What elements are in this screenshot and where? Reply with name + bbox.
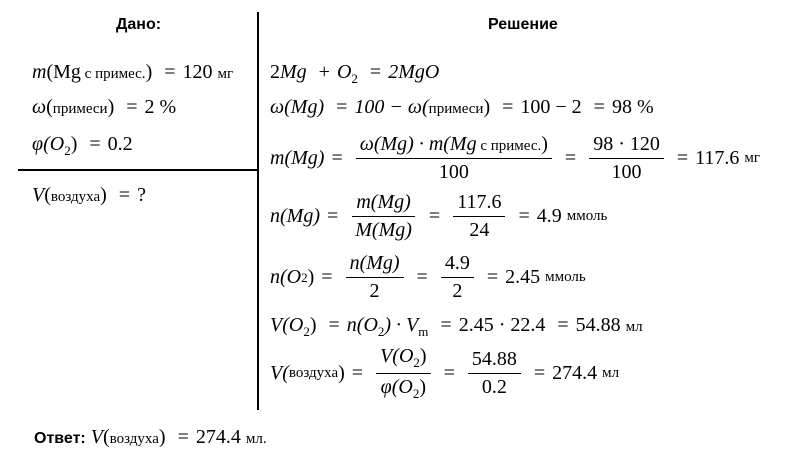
given-impurity: ω(примеси) = 2 % [32,96,177,118]
mass-mg-equation: m(Mg) = $\frac{\text{ω(Mg) · m(Mg с примес.)}}{100}$ = $\frac{98 \cdot 120}{100}$ = 117.6 мг [270,133,761,183]
mass-mg-fraction-2: $\frac{98 \cdot 120}{100}$ [589,134,664,183]
moles-mg-fraction-1: $\frac{m(Mg)}{M(Mg)}$ [351,192,416,241]
moles-o2-fraction-2: $\frac{4.9}{2}$ [441,253,474,302]
moles-mg-equation: n(Mg) = $\frac{m(Mg)}{M(Mg)}$ = $\frac{117.6}{24}$ = 4.9 ммоль [270,191,608,241]
moles-o2-equation: n(O 2 ) = $\frac{n(Mg)}{2}$ = $\frac{4.9}{2}$ = 2.45 ммоль [270,252,586,302]
mass-mg-fraction-1: $\frac{\text{ω(Mg) · m(Mg с примес.)}}{100}$ [356,134,552,183]
column-divider [257,12,259,410]
volume-air-equation: V( воздуха ) = $\frac{V(O_2)}{\varphi(O_2)}$ = $\frac{54.88}{0.2}$ = 274.4 мл [270,345,620,401]
volume-o2-equation: $V(O_2) = n(O_2) \cdot V_m = 2.45 \cdot 22.4 = 54.88$ мл [270,314,643,339]
given-divider [18,169,258,171]
given-o2-fraction: $\varphi(O_2) = 0.2$ [32,133,133,158]
volume-air-fraction-1: $\frac{V(O_2)}{\varphi(O_2)}$ [376,346,431,400]
moles-o2-fraction-1: $\frac{n(Mg)}{2}$ [346,253,404,302]
given-find: V(воздуха) = ? [32,184,146,206]
reaction-equation: $2Mg + O_2 = 2MgO$ [270,61,440,86]
answer-line: Ответ: V(воздуха) = 274.4 мл. [34,426,267,448]
volume-air-fraction-2: $\frac{54.88}{0.2}$ [468,349,521,398]
given-mass: m(Mg с примес.) = 120 мг [32,61,234,83]
solution-header: Решение [488,16,558,33]
omega-mg-equation: ω(Mg) = 100 − ω(примеси) = 100 − 2 = 98 % [270,96,654,118]
answer-label: Ответ: [34,430,86,447]
given-header: Дано: [116,16,162,33]
moles-mg-fraction-2: $\frac{117.6}{24}$ [453,192,505,241]
